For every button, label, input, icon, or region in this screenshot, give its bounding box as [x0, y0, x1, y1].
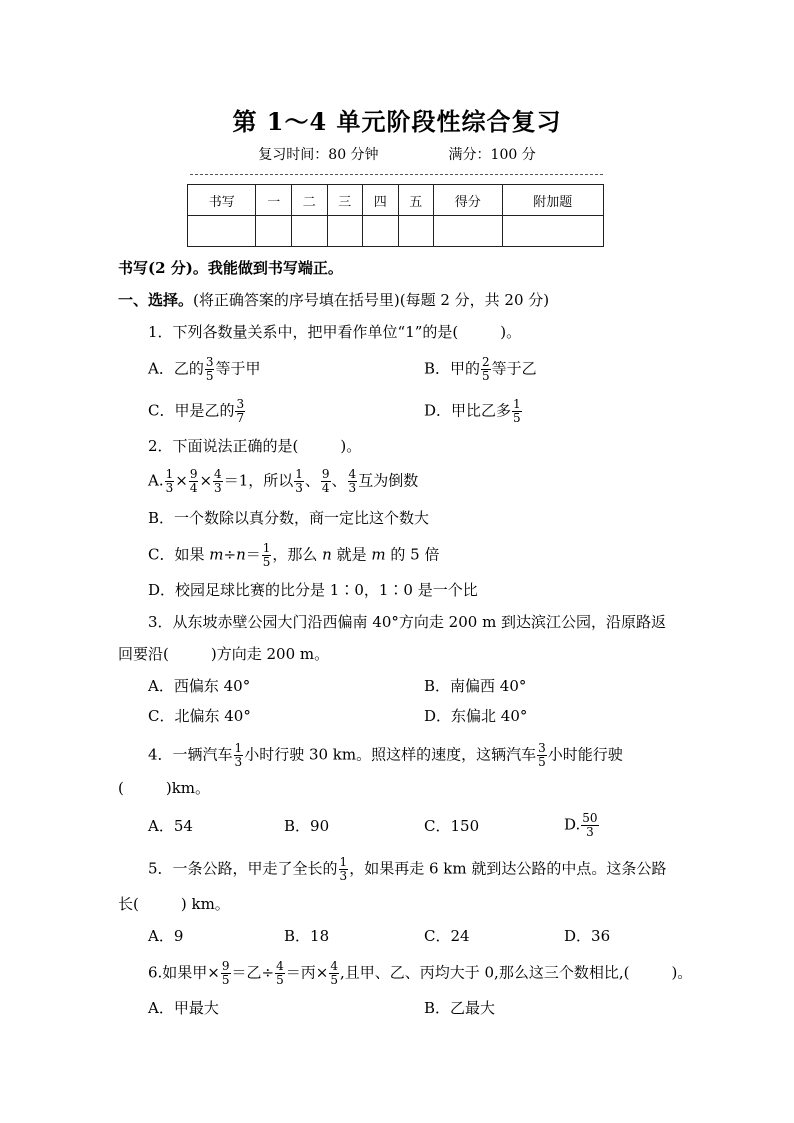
score-header-cell: 二: [291, 185, 327, 216]
fraction-denominator: 3: [234, 755, 243, 769]
fraction-denominator: 5: [482, 369, 490, 383]
score-entry-cell[interactable]: [256, 216, 292, 247]
question-6-stem: [148, 960, 692, 987]
fraction-numerator: 1: [234, 741, 243, 755]
fraction: [537, 742, 547, 769]
question-5-stem-line-2: [118, 894, 230, 914]
score-table-entry-row: [188, 216, 604, 247]
section-1-title: 一、选择。: [118, 291, 194, 309]
section-1-note: (将正确答案的序号填在括号里)(每题 2 分，共 20 分): [193, 291, 550, 309]
fraction: [294, 468, 304, 495]
fraction-denominator: 5: [205, 369, 214, 383]
question-6-text: ＝乙÷: [231, 963, 275, 982]
question-1-stem: [148, 322, 521, 342]
fraction-numerator: 1: [295, 467, 303, 481]
score-header-cell: 附加题: [502, 185, 603, 216]
fraction-denominator: 3: [348, 481, 357, 495]
section-1-heading: [118, 290, 549, 310]
fraction: [205, 356, 215, 383]
question-3-stem-line-2: [118, 644, 329, 664]
option-text: D.: [564, 815, 581, 834]
question-6-text: ,且甲、乙、丙均大于 0,那么这三个数相比,(: [339, 963, 630, 982]
fraction: [321, 468, 331, 495]
q2-option-a[interactable]: [148, 468, 418, 495]
score-header-cell: 书写: [188, 185, 256, 216]
question-4-text: 小时行驶 30 km。照这样的速度，这辆汽车: [244, 745, 537, 764]
fraction: [481, 356, 491, 383]
fraction: [348, 468, 358, 495]
fraction-numerator: 1: [165, 467, 174, 481]
divide-sign: ÷: [223, 545, 237, 564]
question-1-end: )。: [500, 323, 522, 341]
fraction-numerator: 1: [513, 397, 521, 411]
question-3-stem-line-1: 3．从东坡赤壁公园大门沿西偏南 40°方向走 200 m 到达滨江公园，沿原路返: [148, 613, 667, 631]
fraction-denominator: 3: [214, 481, 222, 495]
variable: m: [209, 545, 224, 564]
fraction-denominator: 3: [586, 825, 594, 839]
fraction-denominator: 5: [330, 973, 338, 987]
score-entry-cell[interactable]: [327, 216, 363, 247]
question-3-text: 回要沿(: [118, 645, 169, 663]
fraction: [165, 468, 175, 495]
option-text: 的 5 倍: [385, 545, 440, 564]
option-text: C．甲是乙的: [148, 401, 235, 420]
fraction: [213, 468, 223, 495]
q5-option-b[interactable]: B．18: [284, 927, 330, 945]
fraction: [189, 468, 199, 495]
score-header-cell: 五: [398, 185, 434, 216]
option-text: D．甲比乙多: [424, 401, 512, 420]
fraction-numerator: 4: [348, 467, 357, 481]
page-title: 第 1～4 单元阶段性综合复习: [232, 107, 562, 136]
q1-option-c[interactable]: [148, 398, 246, 425]
divider: [190, 174, 603, 175]
exam-info: [0, 144, 794, 164]
score-entry-cell[interactable]: [188, 216, 256, 247]
fraction-denominator: 4: [321, 481, 330, 495]
q6-option-b[interactable]: B．乙最大: [424, 999, 496, 1017]
q1-option-b[interactable]: [424, 356, 537, 383]
fraction-numerator: 9: [321, 467, 330, 481]
question-6-text: ＝丙×: [285, 963, 329, 982]
question-4-text: (: [118, 779, 124, 797]
question-4-text: 4．一辆汽车: [148, 745, 233, 764]
fraction-denominator: 5: [262, 555, 271, 569]
question-3-text: )方向走 200 m。: [210, 645, 330, 663]
variable: n: [322, 545, 332, 564]
fraction: [262, 542, 272, 569]
q5-option-d[interactable]: D．36: [564, 927, 611, 945]
fraction-numerator: 2: [482, 355, 490, 369]
q4-option-d[interactable]: [564, 812, 600, 839]
fraction-denominator: 3: [295, 481, 303, 495]
question-2-stem: [148, 436, 361, 456]
score-table-header-row: [188, 185, 604, 216]
q4-option-c[interactable]: C．150: [424, 817, 480, 835]
score-header-cell: 得分: [434, 185, 502, 216]
question-1-text: 1．下列各数量关系中，把甲看作单位“1”的是(: [148, 323, 459, 341]
question-5-text: 长(: [118, 895, 139, 913]
variable: m: [371, 545, 386, 564]
option-text: 互为倒数: [358, 471, 419, 490]
fraction-denominator: 5: [221, 973, 230, 987]
option-text: ＝1，所以: [223, 471, 294, 490]
fraction: [235, 398, 245, 425]
fraction-numerator: 3: [205, 355, 214, 369]
fraction-denominator: 7: [236, 411, 245, 425]
option-text: 等于甲: [215, 359, 261, 378]
question-6-text: 6.如果甲×: [148, 963, 220, 982]
fraction-denominator: 5: [538, 755, 546, 769]
question-2-end: )。: [340, 437, 362, 455]
q5-option-c[interactable]: C．24: [424, 927, 470, 945]
question-4-text: )km。: [165, 779, 211, 797]
option-text: B．甲的: [424, 359, 481, 378]
exam-full-score: 满分：100 分: [448, 147, 536, 163]
fraction-denominator: 5: [513, 411, 521, 425]
question-2-text: 2．下面说法正确的是(: [148, 437, 299, 455]
fraction-denominator: 3: [165, 481, 174, 495]
score-entry-cell[interactable]: [291, 216, 327, 247]
score-entry-cell[interactable]: [434, 216, 502, 247]
q3-option-b[interactable]: B．南偏西 40°: [424, 677, 527, 695]
score-header-cell: 四: [363, 185, 399, 216]
score-entry-cell[interactable]: [363, 216, 399, 247]
variable: n: [236, 545, 246, 564]
writing-instruction: 书写(2 分)。我能做到书写端正。: [118, 259, 343, 277]
question-4-stem-line-2: [118, 778, 210, 798]
question-4-text: 小时能行驶: [547, 745, 623, 764]
score-table: [187, 184, 604, 247]
question-5-text: 5．一条公路，甲走了全长的: [148, 859, 338, 878]
fraction: [581, 812, 598, 839]
fraction-numerator: 1: [262, 541, 271, 555]
option-text: 就是: [331, 545, 372, 564]
option-text: 等于乙: [491, 359, 537, 378]
q2-option-d[interactable]: D．校园足球比赛的比分是 1∶0，1∶0 是一个比: [148, 581, 478, 599]
times-sign: ×: [199, 471, 213, 490]
option-text: ，那么: [272, 545, 323, 564]
fraction-numerator: 3: [538, 741, 546, 755]
q2-option-c[interactable]: [148, 542, 439, 569]
fraction: [339, 856, 349, 883]
score-header-cell: 一: [256, 185, 292, 216]
exam-time: 复习时间：80 分钟: [258, 147, 379, 163]
q6-option-a[interactable]: A．甲最大: [148, 999, 219, 1017]
fraction-denominator: 4: [189, 481, 198, 495]
fraction: [221, 960, 231, 987]
q3-option-a[interactable]: A．西偏东 40°: [148, 677, 251, 695]
q4-option-a[interactable]: A．54: [148, 817, 193, 835]
question-5-text: ) km。: [180, 895, 230, 913]
times-sign: ×: [175, 471, 188, 490]
fraction-denominator: 5: [276, 973, 284, 987]
option-text: C．如果: [148, 545, 210, 564]
equals-sign: ＝: [245, 545, 261, 564]
fraction: [329, 960, 339, 987]
fraction-denominator: 3: [339, 869, 348, 883]
q2-option-b[interactable]: B．一个数除以真分数，商一定比这个数大: [148, 509, 430, 527]
fraction: [512, 398, 522, 425]
score-header-cell: 三: [327, 185, 363, 216]
pause-mark: 、: [304, 471, 320, 490]
fraction: [234, 742, 244, 769]
q1-option-d[interactable]: [424, 398, 523, 425]
question-6-end: )。: [671, 963, 693, 982]
fraction-numerator: 50: [582, 811, 598, 825]
fraction-numerator: 4: [214, 467, 222, 481]
score-entry-cell[interactable]: [398, 216, 434, 247]
question-4-stem: [148, 742, 623, 769]
pause-mark: 、: [331, 471, 347, 490]
option-text: A.: [148, 471, 164, 490]
question-5-stem: [148, 856, 666, 883]
q4-option-b[interactable]: B．90: [284, 817, 330, 835]
fraction-numerator: 4: [276, 959, 284, 973]
fraction-numerator: 1: [339, 855, 348, 869]
q1-option-a[interactable]: [148, 356, 261, 383]
fraction-numerator: 4: [330, 959, 338, 973]
fraction-numerator: 3: [236, 397, 245, 411]
score-entry-cell[interactable]: [502, 216, 603, 247]
option-text: A．乙的: [148, 359, 204, 378]
question-5-text: ，如果再走 6 km 就到达公路的中点。这条公路: [349, 859, 667, 878]
fraction-numerator: 9: [189, 467, 198, 481]
q3-option-c[interactable]: C．北偏东 40°: [148, 707, 251, 725]
fraction-numerator: 9: [221, 959, 230, 973]
fraction: [275, 960, 285, 987]
q3-option-d[interactable]: D．东偏北 40°: [424, 707, 528, 725]
q5-option-a[interactable]: A．9: [148, 927, 184, 945]
